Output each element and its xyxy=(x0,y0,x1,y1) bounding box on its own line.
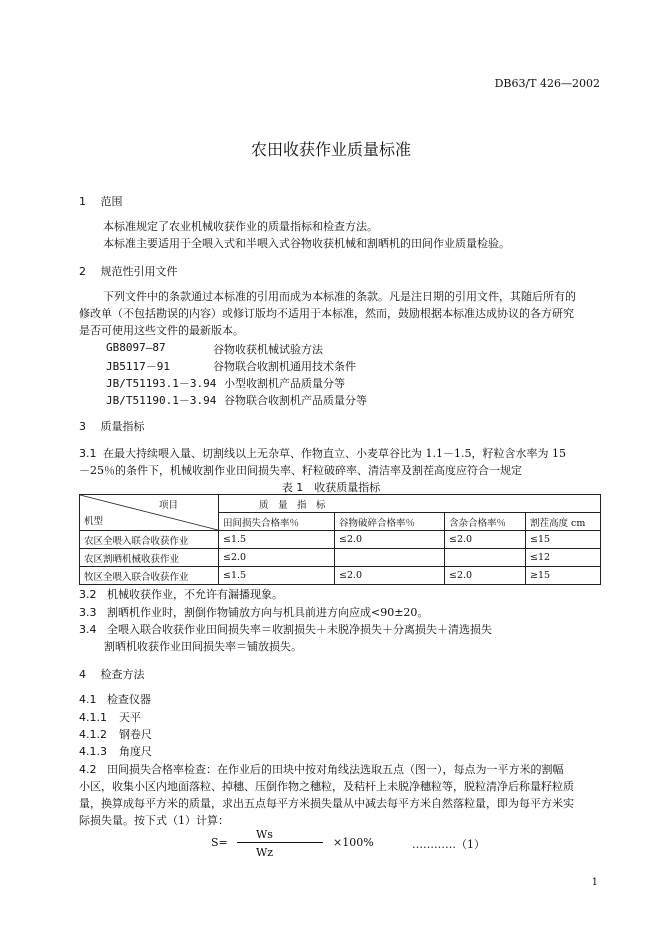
section-1-para-1: 本标准规定了农业机械收获作业的质量指标和检查方法。 xyxy=(103,220,378,233)
formula-denominator: Wz xyxy=(256,846,274,859)
ref-name: 谷物联合收割机通用技术条件 xyxy=(213,360,356,373)
cell: ≥15 xyxy=(526,567,601,585)
section-1-para-2: 本标准主要适用于全喂入式和半喂入式谷物收获机械和割晒机的田间作业质量检验。 xyxy=(103,237,510,250)
cell xyxy=(335,549,445,567)
section-2-heading xyxy=(79,263,178,279)
ref-code: JB5117－91 xyxy=(106,360,170,373)
row-type: 农区割晒机械收获作业 xyxy=(80,549,219,567)
clause-number: 4.1 xyxy=(79,693,97,706)
section-title: 检查方法 xyxy=(100,668,145,681)
clause-number: 3.3 xyxy=(79,606,97,619)
clause-text: 全喂入联合收获作业田间损失率＝收割损失＋未脱净损失＋分离损失＋清选损失 xyxy=(107,623,492,636)
cell: ≤1.5 xyxy=(219,531,335,549)
clause-4-2-line-3: 量，换算成每平方米的质量，求出五点每平方米损失量从中减去每平方米自然落粒量，即为每平方米实 xyxy=(79,797,574,810)
clause-number: 4.1.3 xyxy=(79,745,107,758)
formula-factor: ×100% xyxy=(333,836,374,849)
cell: ≤2.0 xyxy=(335,531,445,549)
section-number: 1 xyxy=(79,195,86,208)
clause-text: 在最大持续喂入量、切割线以上无杂草、作物直立、小麦草谷比为 1.1－1.5，籽粒含水率为 15 xyxy=(103,447,566,460)
formula-numerator: Ws xyxy=(256,828,273,841)
ref-code: GB8097—87 xyxy=(106,341,166,354)
table-row xyxy=(80,567,601,585)
section-number: 2 xyxy=(79,265,86,278)
standard-code: DB63/T 426—2002 xyxy=(494,77,600,90)
section-title: 规范性引用文件 xyxy=(100,265,178,278)
document-title: 农田收获作业质量标准 xyxy=(250,140,411,159)
section-2-para-line-1: 下列文件中的条款通过本标准的引用而成为本标准的条款。凡是注日期的引用文件，其随后所有的 xyxy=(103,290,576,303)
clause-3-1-line-2: －25％的条件下，机械收割作业田间损失率、籽粒破碎率、清洁率及割茬高度应符合一规定 xyxy=(79,464,522,477)
cell: ≤2.0 xyxy=(219,549,335,567)
table-header-row xyxy=(80,495,601,513)
page-number: 1 xyxy=(591,877,598,888)
diagonal-header-cell xyxy=(80,495,219,531)
section-1-heading xyxy=(79,193,123,209)
clause-number: 4.1.2 xyxy=(79,728,107,741)
clause-4-1-1 xyxy=(79,709,141,725)
header-machine: 机型 xyxy=(84,516,104,527)
cell xyxy=(445,549,526,567)
clause-number: 4.1.1 xyxy=(79,711,107,724)
column-header: 田间损失合格率％ xyxy=(219,513,335,531)
section-title: 范围 xyxy=(100,195,123,208)
clause-4-2-line-2: 小区，收集小区内地面落粒、掉穗、压倒作物之穗粒，及秸杆上未脱净穗粒等，脱粒清净后称量籽粒质 xyxy=(79,780,574,793)
section-title: 质量指标 xyxy=(100,420,145,433)
clause-3-4-line-1 xyxy=(79,621,492,637)
fraction-bar xyxy=(237,842,323,843)
row-type: 牧区全喂入联合收获作业 xyxy=(80,567,219,585)
header-group: 质 量 指 标 xyxy=(219,495,601,513)
ref-code: JB/T51190.1－3.94 xyxy=(106,394,217,407)
clause-number: 3.2 xyxy=(79,588,97,601)
clause-text: 检查仪器 xyxy=(107,693,151,706)
header-item: 项目 xyxy=(158,500,178,511)
clause-text: 角度尺 xyxy=(119,745,152,758)
cell: ≤2.0 xyxy=(445,531,526,549)
clause-4-1-2 xyxy=(79,726,152,742)
column-header: 含杂合格率％ xyxy=(445,513,526,531)
section-2-para-line-2: 修改单（不包括勘误的内容）或修订版均不适用于本标准，然而，鼓励根据本标准达成协议的各方研究 xyxy=(79,307,574,320)
clause-4-1-3 xyxy=(79,743,152,759)
cell: ≤12 xyxy=(526,549,601,567)
section-3-heading xyxy=(79,418,145,434)
ref-name: 谷物收获机械试验方法 xyxy=(213,343,323,356)
column-header: 割茬高度 cm xyxy=(526,513,601,531)
section-2-para-line-3: 是否可使用这些文件的最新版本。 xyxy=(79,324,244,337)
table-row xyxy=(80,531,601,549)
clause-4-2-line-4: 际损失量。按下式（1）计算： xyxy=(79,814,229,827)
formula-equation-ref: …………（1） xyxy=(412,838,485,851)
clause-number: 3.1 xyxy=(79,447,97,460)
formula-lhs: S= xyxy=(211,836,228,849)
clause-number: 4.2 xyxy=(79,763,97,776)
quality-table xyxy=(79,494,601,585)
cell: ≤2.0 xyxy=(445,567,526,585)
table-row xyxy=(80,549,601,567)
row-type: 农区全喂入联合收获作业 xyxy=(80,531,219,549)
section-4-heading xyxy=(79,666,145,682)
clause-text: 田间损失合格率检查：在作业后的田块中按对角线法选取五点（图一），每点为一平方米的割幅 xyxy=(107,763,564,776)
clause-4-2-line-1 xyxy=(79,761,564,777)
ref-code: JB/T51193.1－3.94 xyxy=(106,377,217,390)
clause-3-3 xyxy=(79,604,428,620)
ref-name: 谷物联合收割机产品质量分等 xyxy=(224,394,367,407)
cell: ≤15 xyxy=(526,531,601,549)
clause-text: 割晒机作业时，割倒作物铺放方向与机具前进方向应成<90±20。 xyxy=(107,606,429,619)
clause-text: 钢卷尺 xyxy=(119,728,152,741)
clause-number: 3.4 xyxy=(79,623,97,636)
section-number: 3 xyxy=(79,420,86,433)
clause-text: 机械收获作业，不允许有漏播现象。 xyxy=(107,588,283,601)
cell: ≤1.5 xyxy=(219,567,335,585)
column-header: 谷物破碎合格率％ xyxy=(335,513,445,531)
clause-4-1 xyxy=(79,691,151,707)
section-number: 4 xyxy=(79,668,86,681)
clause-3-4-line-2: 割晒机收获作业田间损失率＝铺放损失。 xyxy=(104,640,302,653)
clause-3-2 xyxy=(79,586,283,602)
table-caption: 表 1 收获质量指标 xyxy=(281,481,381,494)
clause-text: 天平 xyxy=(119,711,141,724)
ref-name: 小型收割机产品质量分等 xyxy=(224,377,345,390)
cell: ≤2.0 xyxy=(335,567,445,585)
clause-3-1-line-1 xyxy=(79,445,566,461)
